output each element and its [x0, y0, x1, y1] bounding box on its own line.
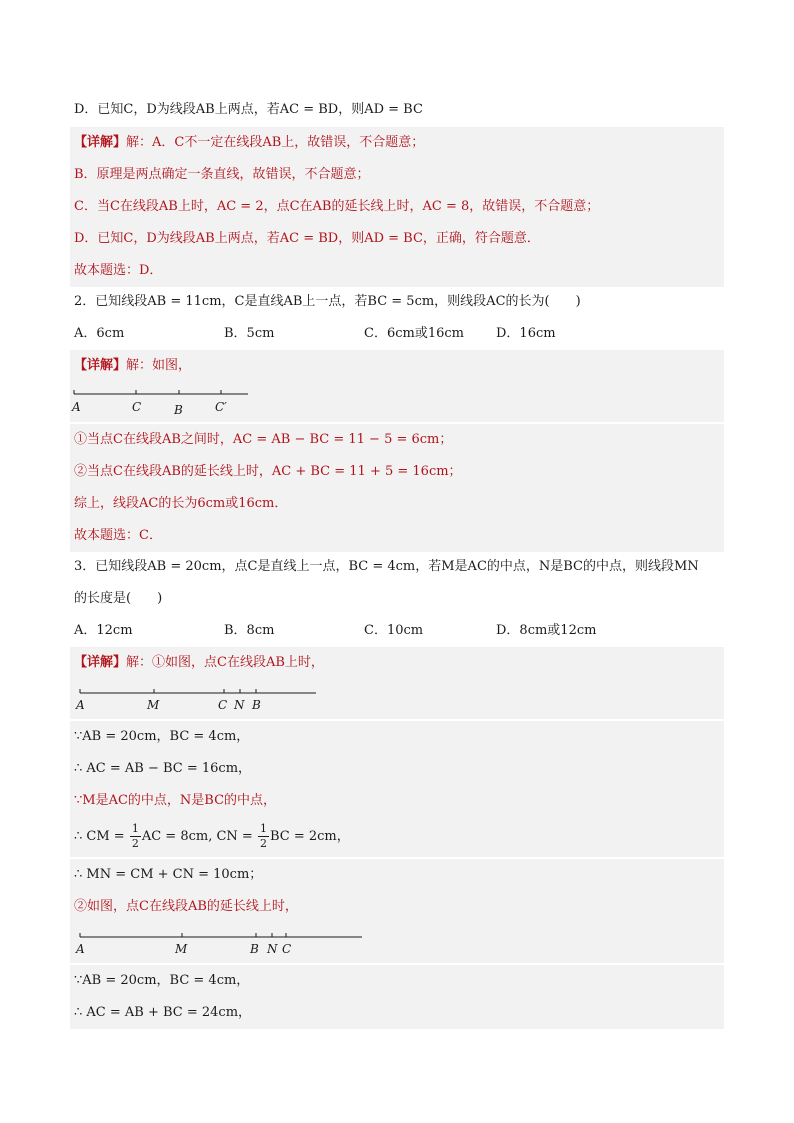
point-label-c-prime: C′ — [215, 400, 227, 414]
q1-solution-line: 故本题选：D． — [70, 255, 724, 287]
point-label-c: C — [282, 942, 292, 956]
point-label-m: M — [147, 698, 160, 712]
q3-solution-line: ∴ AC = AB + BC = 24cm， — [70, 997, 724, 1029]
fraction-suffix: BC = 2cm， — [269, 829, 350, 844]
fraction-numerator: 1 — [259, 822, 267, 835]
point-label-n: N — [234, 698, 245, 712]
q1-option-d: D．已知C，D为线段AB上两点，若AC = BD，则AD = BC — [74, 102, 423, 117]
q1-solution-line — [70, 127, 724, 159]
q3-solution-line: ∴ AC = AB − BC = 16cm， — [70, 753, 724, 785]
q1-solution-line: B．原理是两点确定一条直线，故错误，不合题意； — [70, 159, 724, 191]
solution-text: 解：①如图，点C在线段AB上时， — [126, 655, 324, 670]
q3-solution-line: ∴ MN = CM + CN = 10cm； — [70, 859, 724, 891]
q2-option-a: A．6cm — [74, 326, 125, 341]
q3-option-a: A．12cm — [74, 623, 133, 638]
q3-fraction-line — [70, 817, 724, 857]
q2-solution-line — [70, 350, 724, 382]
solution-text: 解：如图， — [126, 358, 192, 373]
q2-solution-line: 综上，线段AC的长为6cm或16cm． — [70, 488, 724, 520]
q2-option-b: B．5cm — [224, 326, 275, 341]
q2-figure — [70, 382, 724, 422]
fraction-half — [258, 822, 269, 851]
q3-solution-line: ②如图，点C在线段AB的延长线上时， — [70, 891, 724, 923]
q3-stem: 的长度是( ) — [74, 591, 163, 606]
q3-option-c: C．10cm — [364, 623, 424, 638]
segment-figure — [70, 679, 330, 719]
solution-label: 【详解】 — [74, 358, 127, 373]
q3-figure-2 — [70, 923, 724, 963]
solution-label: 【详解】 — [74, 135, 127, 150]
segment-figure — [70, 923, 370, 963]
q1-solution-line: D．已知C，D为线段AB上两点，若AC = BD，则AD = BC，正确，符合题意． — [70, 223, 724, 255]
fraction-denominator: 2 — [259, 837, 267, 850]
point-label-c: C — [218, 698, 228, 712]
point-label-a: A — [76, 942, 85, 956]
q2-solution-line: 故本题选：C． — [70, 520, 724, 552]
q3-solution-line — [70, 647, 724, 679]
point-label-c: C — [132, 400, 142, 414]
q2-option-c: C．6cm或16cm — [364, 326, 464, 341]
q3-option-d: D．8cm或12cm — [496, 623, 597, 638]
q2-option-d: D．16cm — [496, 326, 556, 341]
q3-stem: 3．已知线段AB = 20cm，点C是直线上一点，BC = 4cm，若M是AC的中点，N是BC的中点，则线段MN — [74, 559, 699, 574]
q3-solution-line: ∵M是AC的中点，N是BC的中点， — [70, 785, 724, 817]
q3-solution-line: ∵AB = 20cm，BC = 4cm， — [70, 721, 724, 753]
q2-options — [70, 318, 724, 350]
fraction-prefix: ∴ CM = — [74, 829, 125, 844]
fraction-denominator: 2 — [131, 837, 139, 850]
q3-option-b: B．8cm — [224, 623, 275, 638]
q2-solution-line: ②当点C在线段AB的延长线上时，AC + BC = 11 + 5 = 16cm； — [70, 456, 724, 488]
q3-options — [70, 615, 724, 647]
q2-stem: 2．已知线段AB = 11cm，C是直线AB上一点，若BC = 5cm，则线段AC的长为( ) — [74, 294, 581, 309]
point-label-n: N — [267, 942, 278, 956]
q3-solution-line: ∵AB = 20cm，BC = 4cm， — [70, 965, 724, 997]
point-label-a: A — [76, 698, 85, 712]
fraction-mid: AC = 8cm, CN = — [141, 829, 253, 844]
solution-label: 【详解】 — [74, 655, 127, 670]
q1-solution-line: C．当C在线段AB上时，AC = 2，点C在AB的延长线上时，AC = 8，故错误，不合题意； — [70, 191, 724, 223]
q2-solution-line: ①当点C在线段AB之间时，AC = AB − BC = 11 − 5 = 6cm； — [70, 424, 724, 456]
point-label-m: M — [175, 942, 188, 956]
point-label-b: B — [174, 403, 183, 417]
solution-text: 解：A．C不一定在线段AB上，故错误，不合题意； — [126, 135, 425, 150]
point-label-b: B — [250, 942, 259, 956]
fraction-half — [130, 822, 141, 851]
segment-figure — [70, 382, 270, 422]
q3-figure-1 — [70, 679, 724, 719]
point-label-b: B — [252, 698, 261, 712]
fraction-numerator: 1 — [131, 822, 139, 835]
point-label-a: A — [72, 400, 81, 414]
